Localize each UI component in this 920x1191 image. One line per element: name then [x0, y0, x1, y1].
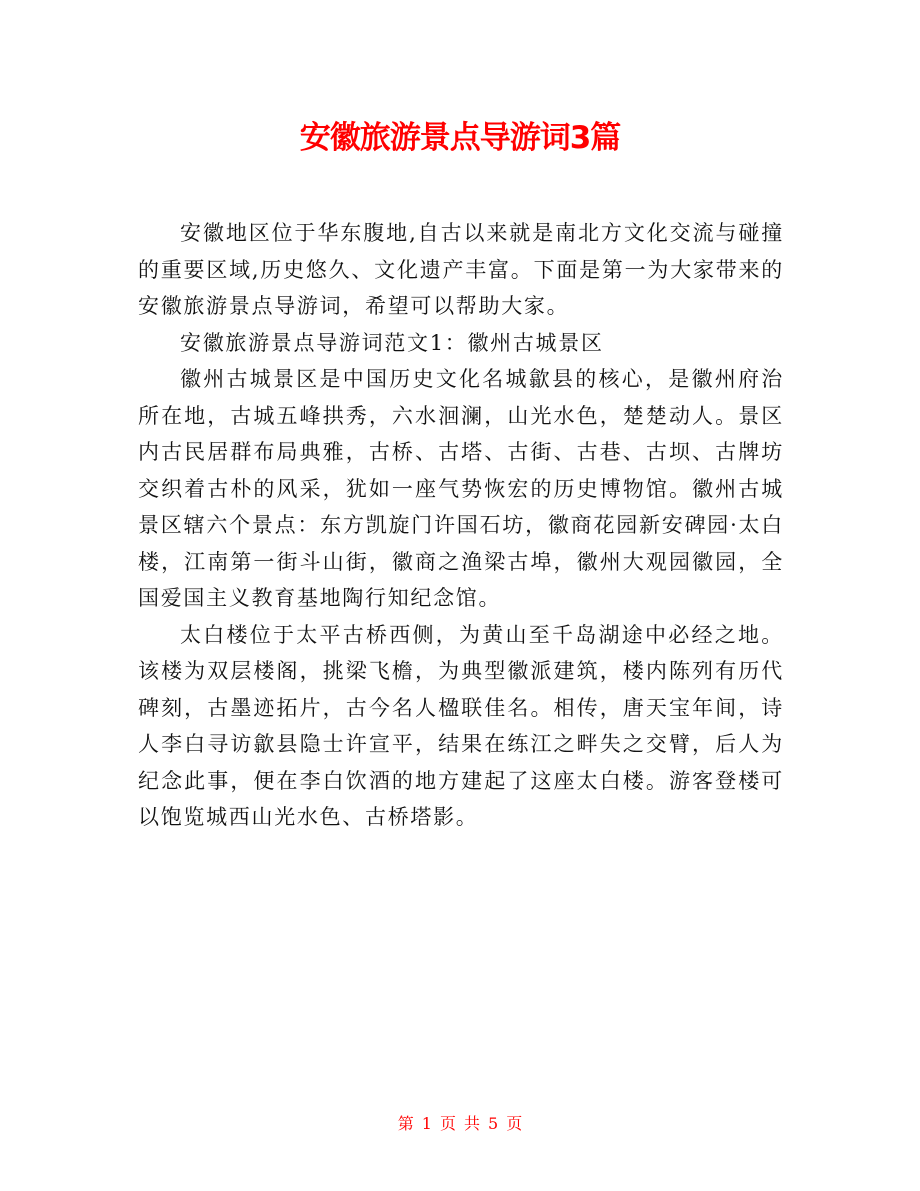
footer-suffix: 页: [506, 1114, 523, 1133]
page-footer: [0, 1112, 920, 1136]
footer-total-word: 共: [464, 1114, 481, 1133]
footer-page-number: 1: [421, 1114, 432, 1133]
body-paragraph: 徽州古城景区是中国历史文化名城歙县的核心，是徽州府治所在地，古城五峰拱秀，六水洄澜，山光水色，楚楚动人。景区内古民居群布局典雅，古桥、古塔、古街、古巷、古坝、古牌坊交织着古朴的风采，犹如一座气势恢宏的历史博物馆。徽州古城景区辖六个景点：东方凯旋门许国石坊，徽商花园新安碑园·太白楼，江南第一街斗山街，徽商之渔梁古埠，徽州大观园徽园，全国爱国主义教育基地陶行知纪念馆。: [138, 367, 784, 610]
footer-page-word: 页: [439, 1114, 456, 1133]
section-heading: 安徽旅游景点导游词范文1：徽州古城景区: [180, 330, 604, 355]
document-body: [138, 215, 784, 836]
body-paragraph: 太白楼位于太平古桥西侧，为黄山至千岛湖途中必经之地。该楼为双层楼阁，挑梁飞檐，为典型徽派建筑，楼内陈列有历代碑刻，古墨迹拓片，古今名人楹联佳名。相传，唐天宝年间，诗人李白寻访歙县隐士许宣平，结果在练江之畔失之交臂，后人为纪念此事，便在李白饮酒的地方建起了这座太白楼。游客登楼可以饱览城西山光水色、古桥塔影。: [138, 622, 784, 829]
document-title: 安徽旅游景点导游词3篇: [299, 120, 621, 156]
footer-total-pages: 5: [488, 1114, 499, 1133]
footer-prefix: 第: [397, 1114, 414, 1133]
intro-paragraph: 安徽地区位于华东腹地,自古以来就是南北方文化交流与碰撞的重要区域,历史悠久、文化遗产丰富。下面是第一为大家带来的安徽旅游景点导游词，希望可以帮助大家。: [138, 221, 784, 318]
